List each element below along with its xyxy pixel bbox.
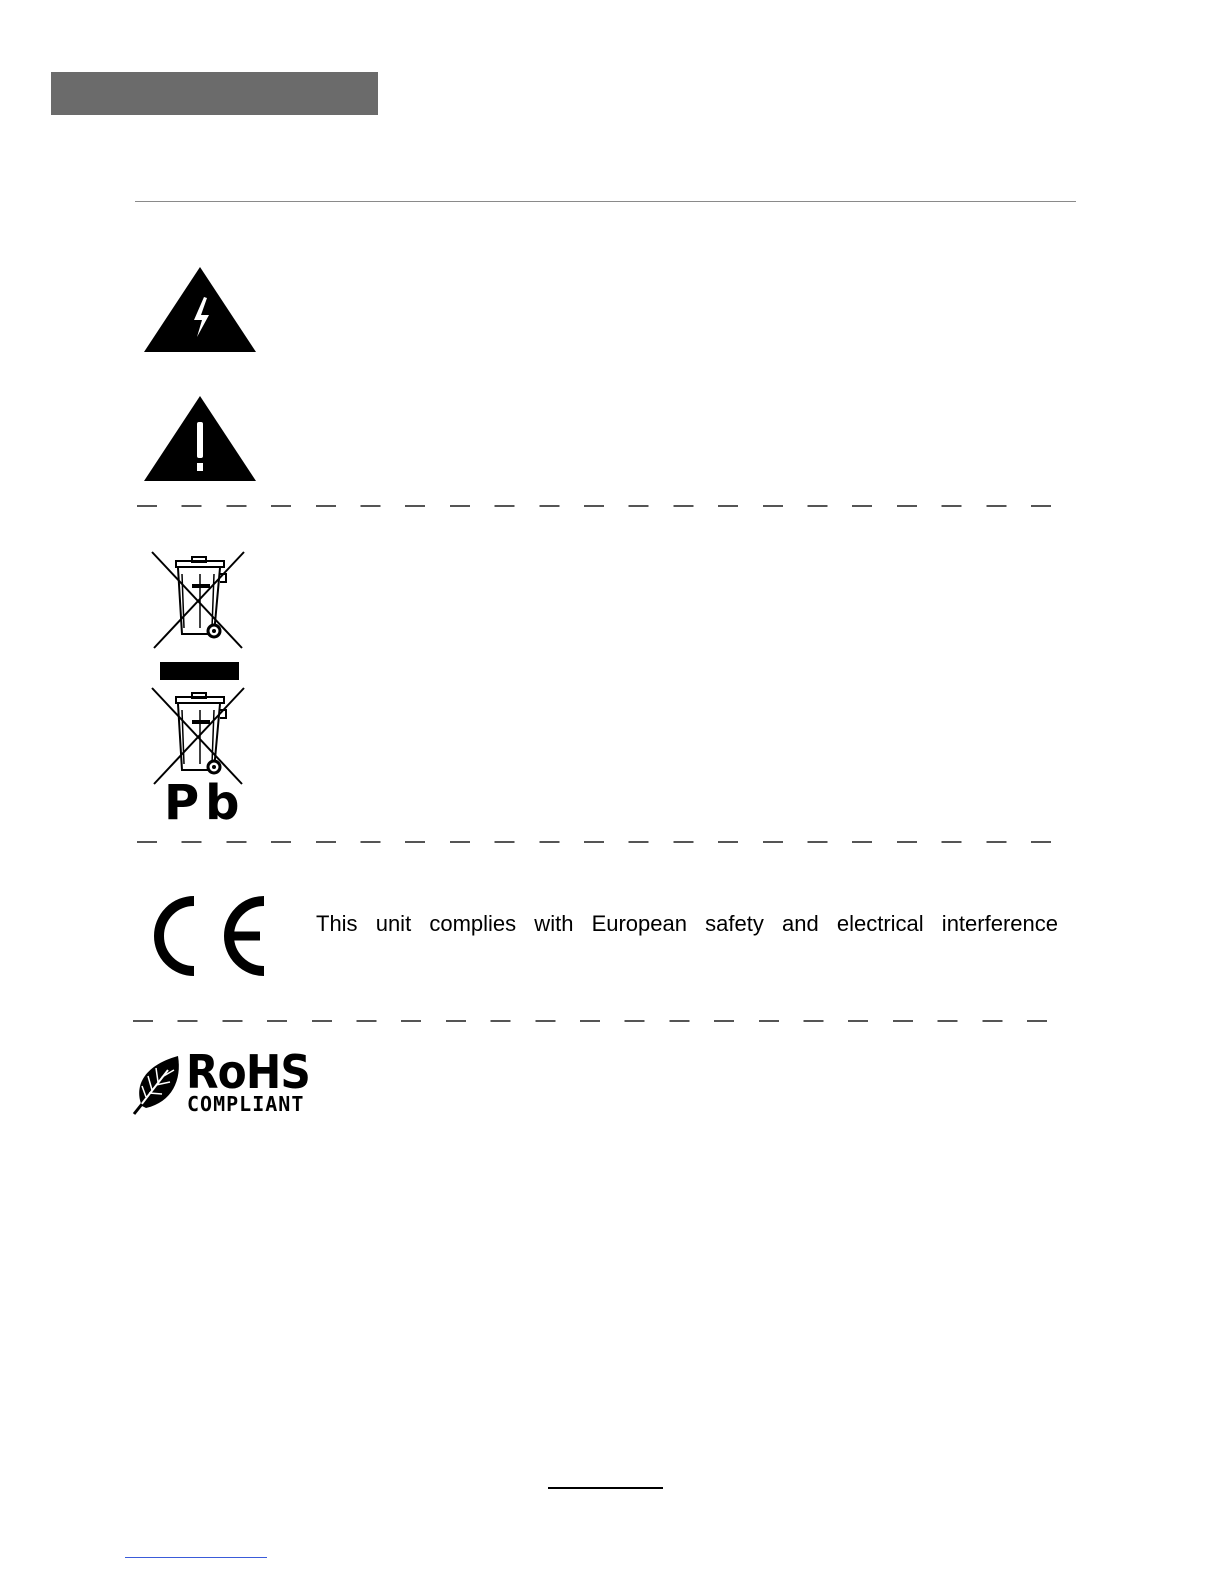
crossed-out-bin-battery-icon [148, 684, 248, 788]
dashed-separator [137, 841, 1052, 843]
dashed-separator [133, 1020, 1048, 1022]
link-underline [125, 1557, 267, 1558]
battery-pb-label: Pb [164, 775, 246, 831]
ce-mark-icon [150, 893, 270, 979]
dashed-separator [137, 505, 1052, 507]
horizontal-rule [135, 201, 1076, 202]
page-number-underline [548, 1487, 663, 1489]
weee-black-bar [160, 662, 239, 680]
electric-shock-warning-icon [142, 265, 258, 355]
crossed-out-wheelie-bin-icon [148, 548, 248, 652]
caution-exclamation-icon [142, 394, 258, 484]
rohs-title: RoHS [186, 1045, 310, 1099]
section-header-bar [51, 72, 378, 115]
ce-compliance-text: This unit complies with European safety and electrical interference [316, 911, 1058, 936]
rohs-leaf-icon [132, 1052, 184, 1116]
rohs-compliant-label: COMPLIANT [187, 1092, 305, 1116]
